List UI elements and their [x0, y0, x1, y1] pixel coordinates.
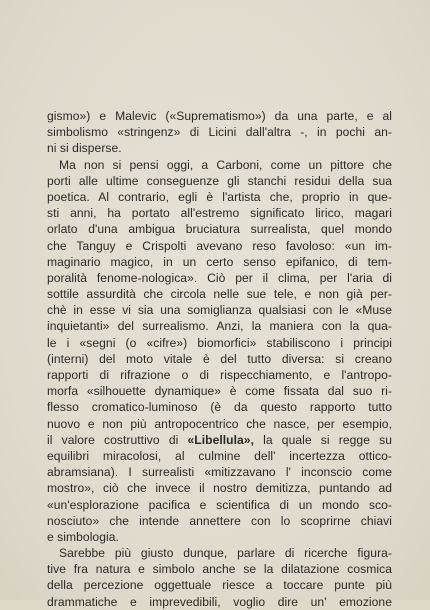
text-line: orlato d'una ambigua bruciatura surrealista, quel mondo — [47, 222, 392, 237]
text-line: nosciuto» che intende annettere con lo scoprirne chiavi — [47, 513, 392, 528]
artwork-title: «Libellula», — [187, 432, 254, 447]
text-line: ni si disperse. — [47, 141, 122, 156]
text-line: «un'esplorazione pacifica e scientifica di un mondo sco- — [47, 497, 392, 512]
text-line: e simbologia. — [47, 529, 119, 544]
text-line: chè in esse vi sia una somiglianza qualsiasi con le «Muse — [47, 303, 392, 318]
text-line: mostro», ciò che invece il nostro demitizza, puntando ad — [47, 481, 392, 496]
text-line: maginario magico, in un certo senso epifanico, di tem- — [47, 254, 392, 269]
text-line: flesso cromatico-luminoso (è da questo rapporto tutto — [47, 400, 392, 415]
body-text — [47, 108, 392, 610]
text-line: simbolismo «stringenz» di Licini dall'altra -, in pochi an- — [47, 125, 392, 140]
text-line: le i «segni (o «cifre») biomorfici» stabiliscono i principi — [47, 335, 392, 350]
text-line: Sarebbe più giusto dunque, parlare di ricerche figura- — [59, 546, 392, 561]
text-line: gismo») e Malevic («Suprematismo») da una parte, e al — [47, 109, 392, 123]
text-line: abramsiana). I surrealisti «mitizzavano l' inconscio come — [47, 465, 392, 480]
text-line: Ma non si pensi oggi, a Carboni, come un pittore che — [59, 157, 392, 172]
text-line: rapporti di rifrazione o di rispecchiamento, e l'antropo- — [47, 368, 392, 382]
text-line: sti anni, ha portato all'estremo significato lirico, magari — [47, 206, 392, 221]
text-line: sottile assurdità che circola nelle sue tele, e non già per- — [47, 287, 392, 302]
text-line: morfa «silhouette dynamique» è come fissata dal suo ri- — [47, 384, 392, 399]
text-line: tive fra natura e simbolo anche se la dilatazione cosmica — [47, 562, 392, 577]
text-line: inquietanti» del surrealismo. Anzi, la maniera con la qua- — [47, 319, 392, 334]
text-line: porti alle ultime conseguenze gli stanchi residui della sua — [47, 173, 392, 188]
text-line-with-emphasis: il valore costruttivo di «Libellula», la quale si regge su — [47, 432, 392, 447]
text-line: poetica. Al contrario, egli è l'artista che, proprio in que- — [47, 189, 392, 204]
text-line: equilibri miracolosi, al culmine dell' incertezza ottico- — [47, 448, 392, 463]
text-line: drammatiche e imprevedibili, voglio dire un' emozione — [47, 594, 392, 609]
text-line: nuovo e non più antropocentrico che nasce, per esempio, — [47, 416, 392, 431]
text-line: poralità fenome-nologica». Ciò per il clima, per l'aria di — [47, 270, 392, 285]
text-line: della percezione oggettuale riesce a toccare punte più — [47, 578, 392, 593]
text-line: che Tanguy e Crispolti avevano reso favoloso: «un im- — [47, 238, 392, 253]
text-line: (interni) del moto vitale è del tutto diversa: si creano — [47, 351, 392, 366]
